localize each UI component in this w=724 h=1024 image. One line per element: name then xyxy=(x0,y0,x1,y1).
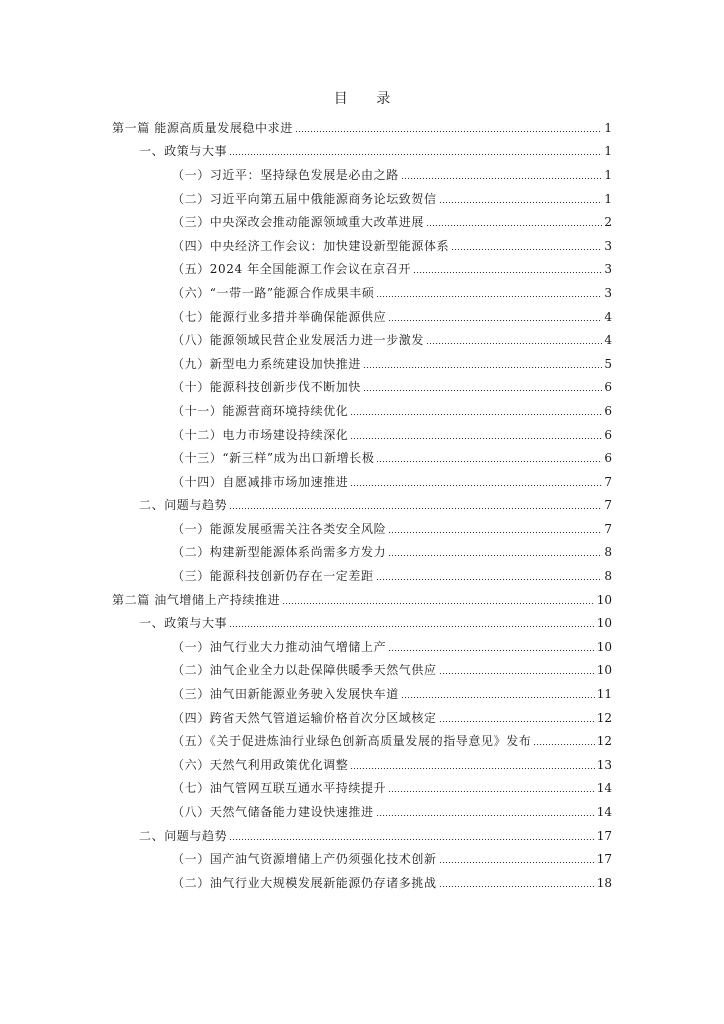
toc-page-number: 8 xyxy=(604,545,612,560)
toc-entry-title: （七）能源行业多措并举确保能源供应 xyxy=(172,309,387,324)
dot-leader xyxy=(439,721,595,722)
toc-entry[interactable] xyxy=(0,564,724,588)
toc-entry[interactable] xyxy=(0,187,724,211)
toc-entry[interactable] xyxy=(0,281,724,305)
toc-entry-title: （七）油气管网互联互通水平持续提升 xyxy=(172,781,387,796)
toc-entry-title: （二）油气企业全力以赴保障供暖季天然气供应 xyxy=(172,663,437,678)
toc-page-number: 1 xyxy=(604,120,612,135)
toc-entry-title: 第二篇 油气增储上产持续推进 xyxy=(112,592,281,607)
dot-leader xyxy=(376,296,602,297)
toc-entry-title: （一）能源发展亟需关注各类安全风险 xyxy=(172,521,387,536)
toc-page-number: 3 xyxy=(604,238,612,253)
toc-entry[interactable] xyxy=(0,305,724,329)
toc-page-number: 3 xyxy=(604,285,612,300)
toc-page-number: 10 xyxy=(596,592,612,607)
dot-leader xyxy=(229,508,602,509)
toc-entry[interactable] xyxy=(0,753,724,777)
toc-page-number: 12 xyxy=(596,734,612,749)
toc-entry[interactable] xyxy=(0,234,724,258)
toc-entry[interactable] xyxy=(0,140,724,164)
toc-entry[interactable] xyxy=(0,423,724,447)
toc-page-number: 7 xyxy=(604,498,612,513)
toc-entry-title: （四）跨省天然气管道运输价格首次分区域核定 xyxy=(172,710,437,725)
toc-entry-title: 第一篇 能源高质量发展稳中求进 xyxy=(112,120,293,135)
toc-entry[interactable] xyxy=(0,541,724,565)
toc-entry[interactable] xyxy=(0,494,724,518)
dot-leader xyxy=(229,626,595,627)
toc-page-number: 6 xyxy=(604,451,612,466)
toc-entry-title: （六）“一带一路”能源合作成果丰硕 xyxy=(172,285,375,300)
dot-leader xyxy=(350,485,602,486)
toc-entry-title: （六）天然气利用政策优化调整 xyxy=(172,757,349,772)
toc-page-number: 6 xyxy=(604,427,612,442)
toc-page-number: 18 xyxy=(596,875,612,890)
toc-entry-title: （十二）电力市场建设持续深化 xyxy=(172,427,349,442)
toc-entry[interactable] xyxy=(0,729,724,753)
dot-leader xyxy=(350,414,602,415)
toc-page-number: 17 xyxy=(596,852,612,867)
dot-leader xyxy=(350,438,602,439)
toc-entry-title: （一）油气行业大力推动油气增储上产 xyxy=(172,639,387,654)
toc-entry[interactable] xyxy=(0,210,724,234)
toc-entry[interactable] xyxy=(0,258,724,282)
dot-leader xyxy=(533,744,594,745)
toc-entry-title: （八）能源领域民营企业发展活力进一步激发 xyxy=(172,333,425,348)
dot-leader xyxy=(388,650,595,651)
toc-title: 目 录 xyxy=(333,91,403,107)
toc-entry[interactable] xyxy=(0,800,724,824)
toc-entry[interactable] xyxy=(0,588,724,612)
toc-entry-title: 二、问题与趋势 xyxy=(139,828,228,843)
toc-page-number: 1 xyxy=(604,167,612,182)
dot-leader xyxy=(451,249,602,250)
toc-entry-title: （一）习近平：坚持绿色发展是必由之路 xyxy=(172,167,399,182)
toc-page-number: 2 xyxy=(604,215,612,230)
toc-entry[interactable] xyxy=(0,376,724,400)
toc-entry[interactable] xyxy=(0,635,724,659)
toc-entry-title: （十三）“新三样”成为出口新增长极 xyxy=(172,451,375,466)
dot-leader xyxy=(388,532,602,533)
toc-entry-title: 二、问题与趋势 xyxy=(139,498,228,513)
dot-leader xyxy=(439,862,595,863)
dot-leader xyxy=(295,131,603,132)
toc-entry-title: （二）油气行业大规模发展新能源仍存诸多挑战 xyxy=(172,875,437,890)
dot-leader xyxy=(363,367,602,368)
toc-page-number: 17 xyxy=(596,828,612,843)
toc-page-number: 11 xyxy=(596,687,612,702)
toc-page-number: 3 xyxy=(604,262,612,277)
dot-leader xyxy=(363,390,602,391)
toc-entry-title: （五）2024 年全国能源工作会议在京召开 xyxy=(172,262,411,277)
toc-entry[interactable] xyxy=(0,611,724,635)
dot-leader xyxy=(282,603,595,604)
dot-leader xyxy=(350,768,594,769)
toc-page-number: 8 xyxy=(604,569,612,584)
toc-entry[interactable] xyxy=(0,328,724,352)
toc-entry-title: （三）油气田新能源业务驶入发展快车道 xyxy=(172,687,399,702)
dot-leader xyxy=(439,886,595,887)
toc-entry-title: （三）能源科技创新仍存在一定差距 xyxy=(172,569,374,584)
dot-leader xyxy=(376,461,602,462)
toc-page-number: 4 xyxy=(604,309,612,324)
toc-entry-title: （十）能源科技创新步伐不断加快 xyxy=(172,380,362,395)
toc-entry[interactable] xyxy=(0,871,724,895)
toc-page-number: 4 xyxy=(604,333,612,348)
dot-leader xyxy=(388,555,602,556)
toc-page-number: 10 xyxy=(596,663,612,678)
toc-entry[interactable] xyxy=(0,777,724,801)
dot-leader xyxy=(401,697,595,698)
toc-page-number: 1 xyxy=(604,191,612,206)
dot-leader xyxy=(229,154,602,155)
toc-page-number: 7 xyxy=(604,521,612,536)
toc-entry[interactable] xyxy=(0,824,724,848)
dot-leader xyxy=(388,320,602,321)
toc-entry[interactable] xyxy=(0,470,724,494)
dot-leader xyxy=(413,272,602,273)
toc-page-number: 14 xyxy=(596,805,612,820)
toc-entry[interactable] xyxy=(0,517,724,541)
toc-entry[interactable] xyxy=(0,399,724,423)
toc-entry[interactable] xyxy=(0,659,724,683)
dot-leader xyxy=(439,202,603,203)
toc-page-number: 14 xyxy=(596,781,612,796)
toc-entry-title: （二）构建新型能源体系尚需多方发力 xyxy=(172,545,387,560)
toc-entry[interactable] xyxy=(0,116,724,140)
toc-entry[interactable] xyxy=(0,352,724,376)
toc-entry[interactable] xyxy=(0,682,724,706)
dot-leader xyxy=(426,343,602,344)
toc-page-number: 13 xyxy=(596,757,612,772)
toc-entry-title: （五）《关于促进炼油行业绿色创新高质量发展的指导意见》发布 xyxy=(172,734,532,749)
toc-entry[interactable] xyxy=(0,163,724,187)
dot-leader xyxy=(376,579,603,580)
dot-leader xyxy=(426,225,602,226)
dot-leader xyxy=(388,791,595,792)
toc-entry-title: （十一）能源营商环境持续优化 xyxy=(172,403,349,418)
toc-entry-title: （八）天然气储备能力建设快速推进 xyxy=(172,805,374,820)
toc-entry-title: （三）中央深改会推动能源领域重大改革进展 xyxy=(172,215,425,230)
toc-entry-title: （十四）自愿减排市场加速推进 xyxy=(172,474,349,489)
toc-page-number: 10 xyxy=(596,616,612,631)
toc-page-number: 1 xyxy=(604,144,612,159)
toc-page-number: 12 xyxy=(596,710,612,725)
toc-entry-title: 一、政策与大事 xyxy=(139,144,228,159)
dot-leader xyxy=(229,839,595,840)
toc-page-number: 6 xyxy=(604,380,612,395)
dot-leader xyxy=(376,815,595,816)
toc-entry[interactable] xyxy=(0,706,724,730)
toc-page-number: 6 xyxy=(604,403,612,418)
dot-leader xyxy=(439,673,595,674)
toc-entry-title: 一、政策与大事 xyxy=(139,616,228,631)
table-of-contents xyxy=(0,116,724,895)
toc-page-number: 7 xyxy=(604,474,612,489)
toc-entry[interactable] xyxy=(0,446,724,470)
toc-page-number: 10 xyxy=(596,639,612,654)
dot-leader xyxy=(401,178,603,179)
toc-page-number: 5 xyxy=(604,356,612,371)
toc-entry-title: （九）新型电力系统建设加快推进 xyxy=(172,356,362,371)
toc-entry-title: （一）国产油气资源增储上产仍须强化技术创新 xyxy=(172,852,437,867)
toc-entry[interactable] xyxy=(0,847,724,871)
toc-entry-title: （二）习近平向第五届中俄能源商务论坛致贺信 xyxy=(172,191,437,206)
toc-entry-title: （四）中央经济工作会议：加快建设新型能源体系 xyxy=(172,238,450,253)
